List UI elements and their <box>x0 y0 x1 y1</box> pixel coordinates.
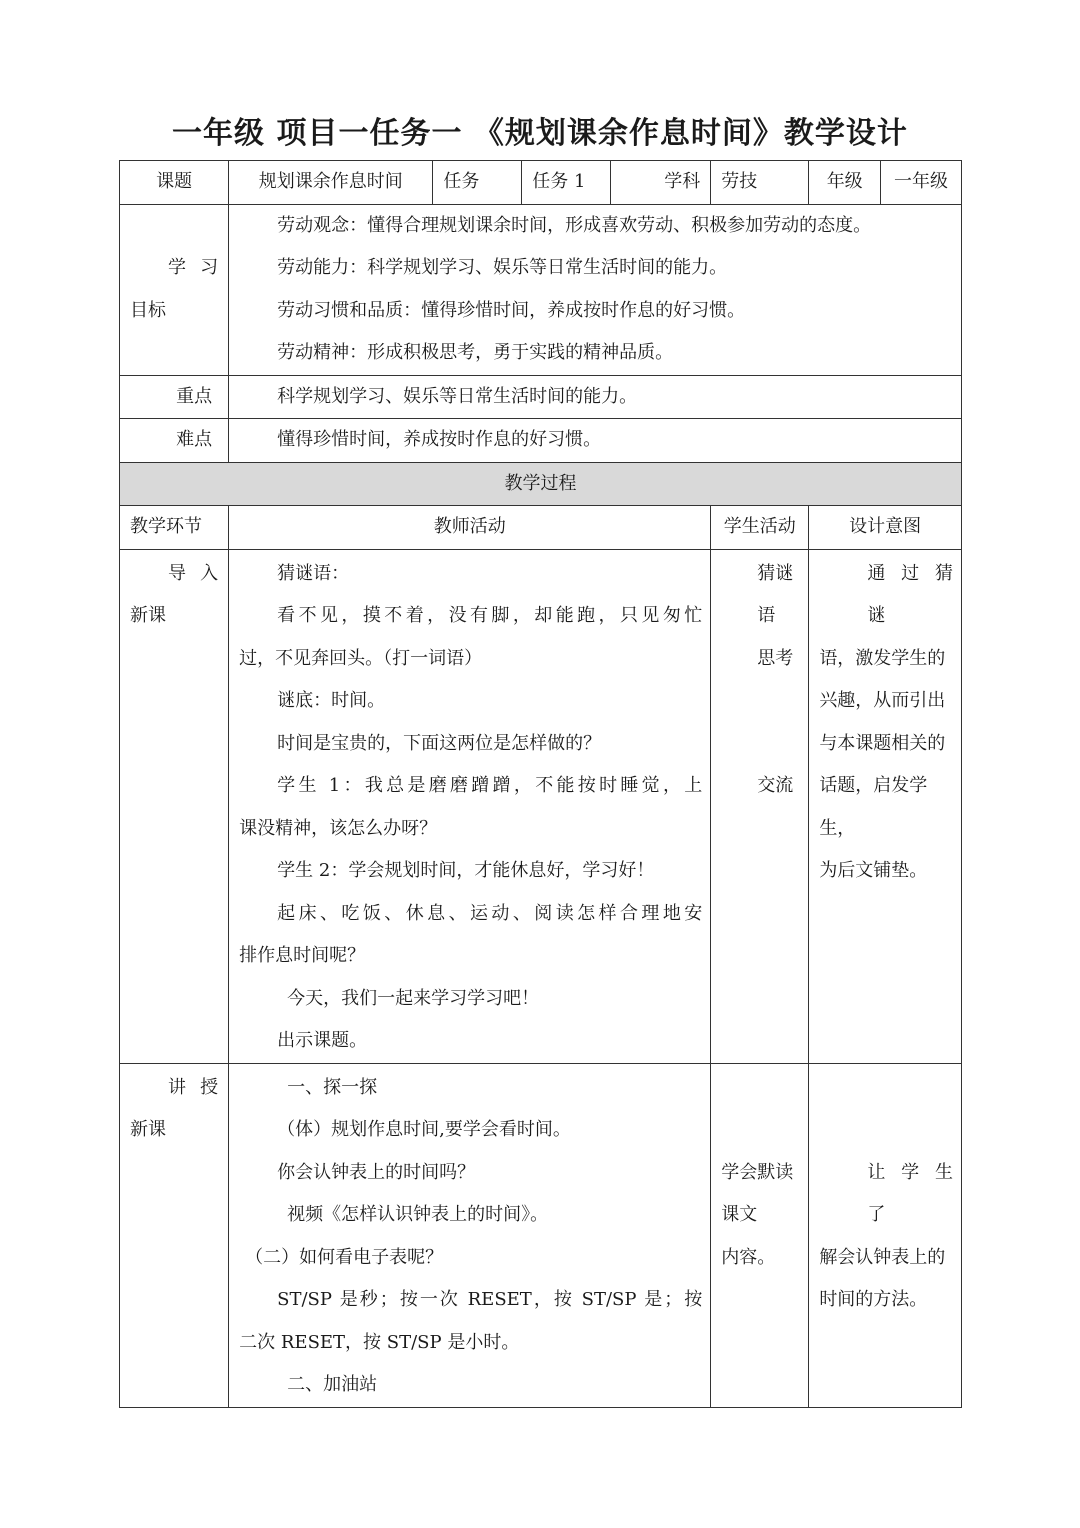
teacher-line: 二次 RESET，按 ST/SP 是小时。 <box>239 1331 520 1353</box>
student-line: 交流 <box>757 775 794 796</box>
task-label: 任务 <box>433 161 522 205</box>
grade-label: 年级 <box>809 161 881 205</box>
goal-item: 劳动精神：形成积极思考，勇于实践的精神品质。 <box>277 342 674 363</box>
difficulty-row <box>120 419 962 463</box>
student-line: 学会默读课文 <box>721 1161 794 1225</box>
teacher-line: ST/SP 是秒；按一次 RESET，按 ST/SP 是；按 <box>277 1289 703 1310</box>
intent-line: 解会认钟表上的 <box>819 1246 946 1268</box>
column-header-row <box>120 506 962 550</box>
lecture-teacher-activity <box>229 1063 711 1407</box>
intent-line: 通 过 猜 谜 <box>867 562 953 626</box>
teacher-line: 出示课题。 <box>277 1030 368 1051</box>
goals-label <box>120 204 229 375</box>
teacher-line: 视频《怎样认识钟表上的时间》。 <box>287 1204 549 1225</box>
teacher-line: 起床、吃饭、休息、运动、阅读怎样合理地安 <box>277 902 703 924</box>
teacher-line: 看不见，摸不着，没有脚，却能跑，只见匆忙 <box>277 605 703 626</box>
lecture-stage <box>120 1063 229 1407</box>
intro-stage-line2: 新课 <box>130 605 166 626</box>
lecture-stage-line1: 讲 授 <box>168 1076 219 1098</box>
teacher-line: 过，不见奔回头。（打一词语） <box>239 647 483 669</box>
process-header: 教学过程 <box>120 462 962 506</box>
col-stage: 教学环节 <box>120 506 229 550</box>
teacher-line: 课没精神，该怎么办呀？ <box>239 817 438 839</box>
col-student: 学生活动 <box>711 506 809 550</box>
key-point-value: 科学规划学习、娱乐等日常生活时间的能力。 <box>229 375 962 419</box>
intent-line: 时间的方法。 <box>819 1289 928 1310</box>
intent-line: 为后文铺垫。 <box>819 860 928 881</box>
student-line: 猜谜语 <box>757 562 794 626</box>
teacher-line: （二）如何看电子表呢？ <box>245 1246 444 1268</box>
teacher-line: 排作息时间呢？ <box>239 945 366 966</box>
subject-value: 劳技 <box>711 161 809 205</box>
difficulty-value: 懂得珍惜时间，养成按时作息的好习惯。 <box>229 419 962 463</box>
goals-content <box>229 204 962 375</box>
task-value: 任务 1 <box>522 161 611 205</box>
lesson-plan-table <box>119 160 962 1408</box>
teacher-line: 学生 2：学会规划时间，才能休息好，学习好！ <box>277 860 655 881</box>
goals-row <box>120 204 962 375</box>
teacher-line: 谜底：时间。 <box>277 690 386 711</box>
teacher-line: （体）规划作息时间,要学会看时间。 <box>277 1119 571 1140</box>
teacher-line: 学生 1：我总是磨磨蹭蹭，不能按时睡觉，上 <box>277 775 703 796</box>
grade-value: 一年级 <box>881 161 962 205</box>
col-intent: 设计意图 <box>809 506 962 550</box>
info-row <box>120 161 962 205</box>
goal-item: 劳动习惯和品质：懂得珍惜时间，养成按时作息的好习惯。 <box>277 299 746 321</box>
teacher-line: 一、探一探 <box>287 1076 378 1098</box>
goal-item: 劳动能力：科学规划学习、娱乐等日常生活时间的能力。 <box>277 257 728 278</box>
col-teacher: 教师活动 <box>229 506 711 550</box>
topic-value: 规划课余作息时间 <box>229 161 433 205</box>
goals-label-line2: 目标 <box>130 299 166 321</box>
student-line: 内容。 <box>721 1246 776 1268</box>
process-header-row <box>120 462 962 506</box>
subject-label: 学科 <box>611 161 711 205</box>
teacher-line: 二、加油站 <box>287 1374 378 1395</box>
intent-line: 语，激发学生的 <box>819 647 946 669</box>
intro-section-row <box>120 549 962 1063</box>
intro-teacher-activity <box>229 549 711 1063</box>
teacher-line: 时间是宝贵的，下面这两位是怎样做的？ <box>277 732 602 754</box>
teacher-line: 你会认钟表上的时间吗？ <box>277 1161 476 1183</box>
intro-student-activity <box>711 549 809 1063</box>
difficulty-label: 难点 <box>120 419 229 463</box>
lecture-section-row <box>120 1063 962 1407</box>
intent-line: 与本课题相关的 <box>819 732 946 754</box>
intro-stage-line1: 导 入 <box>168 562 219 584</box>
student-line: 思考 <box>757 647 794 669</box>
intro-stage <box>120 549 229 1063</box>
intent-line: 让 学 生 了 <box>867 1161 953 1225</box>
teacher-line: 今天，我们一起来学习学习吧！ <box>287 987 540 1009</box>
key-point-row <box>120 375 962 419</box>
document-title: 一年级 项目一任务一 《规划课余作息时间》教学设计 <box>172 116 908 151</box>
lecture-design-intent <box>809 1063 962 1407</box>
goal-item: 劳动观念：懂得合理规划课余时间，形成喜欢劳动、积极参加劳动的态度。 <box>277 214 872 236</box>
teacher-line: 猜谜语： <box>277 562 350 584</box>
topic-label: 课题 <box>120 161 229 205</box>
lecture-student-activity <box>711 1063 809 1407</box>
intro-design-intent <box>809 549 962 1063</box>
intent-line: 话题，启发学生， <box>819 775 928 839</box>
intent-line: 兴趣，从而引出 <box>819 690 946 711</box>
lecture-stage-line2: 新课 <box>130 1119 166 1140</box>
key-point-label: 重点 <box>120 375 229 419</box>
goals-label-line1: 学 习 <box>168 257 219 278</box>
